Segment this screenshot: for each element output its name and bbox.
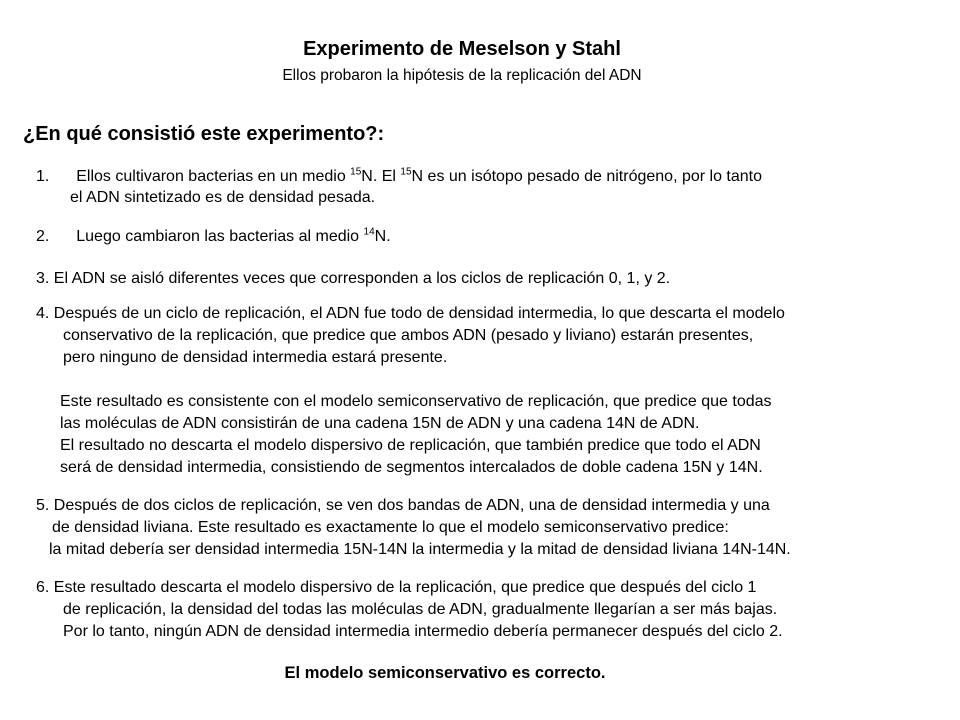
step-5-line-1: 5. Después de dos ciclos de replicación, se ven dos bandas de ADN, una de densidad intermedia y una <box>36 497 770 514</box>
step-1-text-b: N. El <box>361 168 401 185</box>
note-line-4: será de densidad intermedia, consistiendo de segmentos intercalados de doble cadena 15N y 14N. <box>60 459 763 476</box>
step-4-line-3: pero ninguno de densidad intermedia estará presente. <box>63 349 448 366</box>
step-6-line-3: Por lo tanto, ningún ADN de densidad intermedia intermedio debería permanecer después del ciclo 2. <box>63 623 783 640</box>
step-2-line <box>36 228 391 246</box>
conclusion: El modelo semiconservativo es correcto. <box>284 664 606 682</box>
step-1-number: 1. <box>36 168 50 185</box>
step-1-line-1 <box>36 168 762 186</box>
step-2-text-a: Luego cambiaron las bacterias al medio <box>76 228 364 245</box>
step-1-text-c: N es un isótopo pesado de nitrógeno, por lo tanto <box>411 168 763 185</box>
step-4-line-1: 4. Después de un ciclo de replicación, el ADN fue todo de densidad intermedia, lo que descarta el modelo <box>36 305 785 322</box>
page-title: Experimento de Meselson y Stahl <box>303 38 621 60</box>
step-5-line-2: de densidad liviana. Este resultado es exactamente lo que el modelo semiconservativo predice: <box>52 519 729 536</box>
step-3-line: 3. El ADN se aisló diferentes veces que corresponden a los ciclos de replicación 0, 1, y 2. <box>36 270 671 287</box>
section-question: ¿En qué consistió este experimento?: <box>23 123 385 145</box>
step-5-line-3: la mitad debería ser densidad intermedia 15N-14N la intermedia y la mitad de densidad liviana 14N-14N. <box>49 541 791 558</box>
step-4-line-2: conservativo de la replicación, que predice que ambos ADN (pesado y liviano) estarán presentes, <box>63 327 754 344</box>
isotope-superscript-14: 14 <box>363 226 375 238</box>
note-line-2: las moléculas de ADN consistirán de una cadena 15N de ADN y una cadena 14N de ADN. <box>60 415 700 432</box>
step-6-line-2: de replicación, la densidad del todas las moléculas de ADN, gradualmente llegarían a ser más bajas. <box>63 601 778 618</box>
note-line-3: El resultado no descarta el modelo dispersivo de replicación, que también predice que todo el ADN <box>60 437 761 454</box>
step-1-line-2: el ADN sintetizado es de densidad pesada. <box>70 189 376 206</box>
step-2-number: 2. <box>36 228 50 245</box>
step-6-line-1: 6. Este resultado descarta el modelo dispersivo de la replicación, que predice que después del ciclo 1 <box>36 579 757 596</box>
isotope-superscript-15: 15 <box>350 166 362 178</box>
isotope-superscript-15: 15 <box>400 166 412 178</box>
note-line-1: Este resultado es consistente con el modelo semiconservativo de replicación, que predice que todas <box>60 393 772 410</box>
step-1-text-a: Ellos cultivaron bacterias en un medio <box>76 168 351 185</box>
step-2-text-b: N. <box>374 228 391 245</box>
page-subtitle: Ellos probaron la hipótesis de la replicación del ADN <box>282 67 642 84</box>
